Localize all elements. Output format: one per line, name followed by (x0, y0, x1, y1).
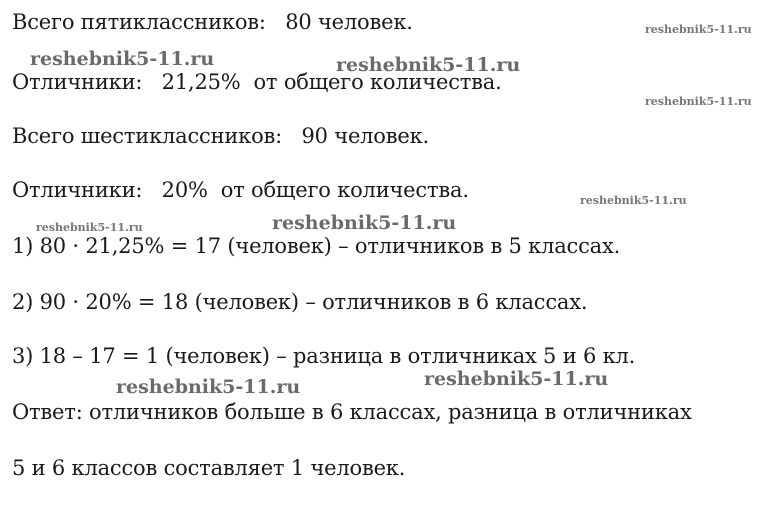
solution-step-1: 1) 80 · 21,25% = 17 (человек) – отличников в 5 классах. (12, 234, 621, 258)
text-line-2: Отличники: 21,25% от общего количества. (12, 70, 502, 94)
watermark: reshebnik5-11.ru (424, 368, 609, 390)
watermark: reshebnik5-11.ru (645, 23, 752, 36)
watermark: reshebnik5-11.ru (116, 376, 301, 398)
watermark: reshebnik5-11.ru (272, 212, 457, 234)
watermark: reshebnik5-11.ru (36, 221, 143, 234)
text-line-1: Всего пятиклассников: 80 человек. (12, 10, 413, 34)
watermark: reshebnik5-11.ru (580, 194, 687, 207)
answer-line-1: Ответ: отличников больше в 6 классах, разница в отличниках (12, 400, 692, 424)
text-line-4: Отличники: 20% от общего количества. (12, 178, 469, 202)
text-line-3: Всего шестиклассников: 90 человек. (12, 124, 430, 148)
watermark: reshebnik5-11.ru (30, 48, 215, 70)
watermark: reshebnik5-11.ru (645, 95, 752, 108)
answer-line-2: 5 и 6 классов составляет 1 человек. (12, 456, 406, 480)
solution-step-3: 3) 18 – 17 = 1 (человек) – разница в отличниках 5 и 6 кл. (12, 344, 636, 368)
watermark: reshebnik5-11.ru (336, 54, 521, 76)
solution-step-2: 2) 90 · 20% = 18 (человек) – отличников в 6 классах. (12, 290, 588, 314)
